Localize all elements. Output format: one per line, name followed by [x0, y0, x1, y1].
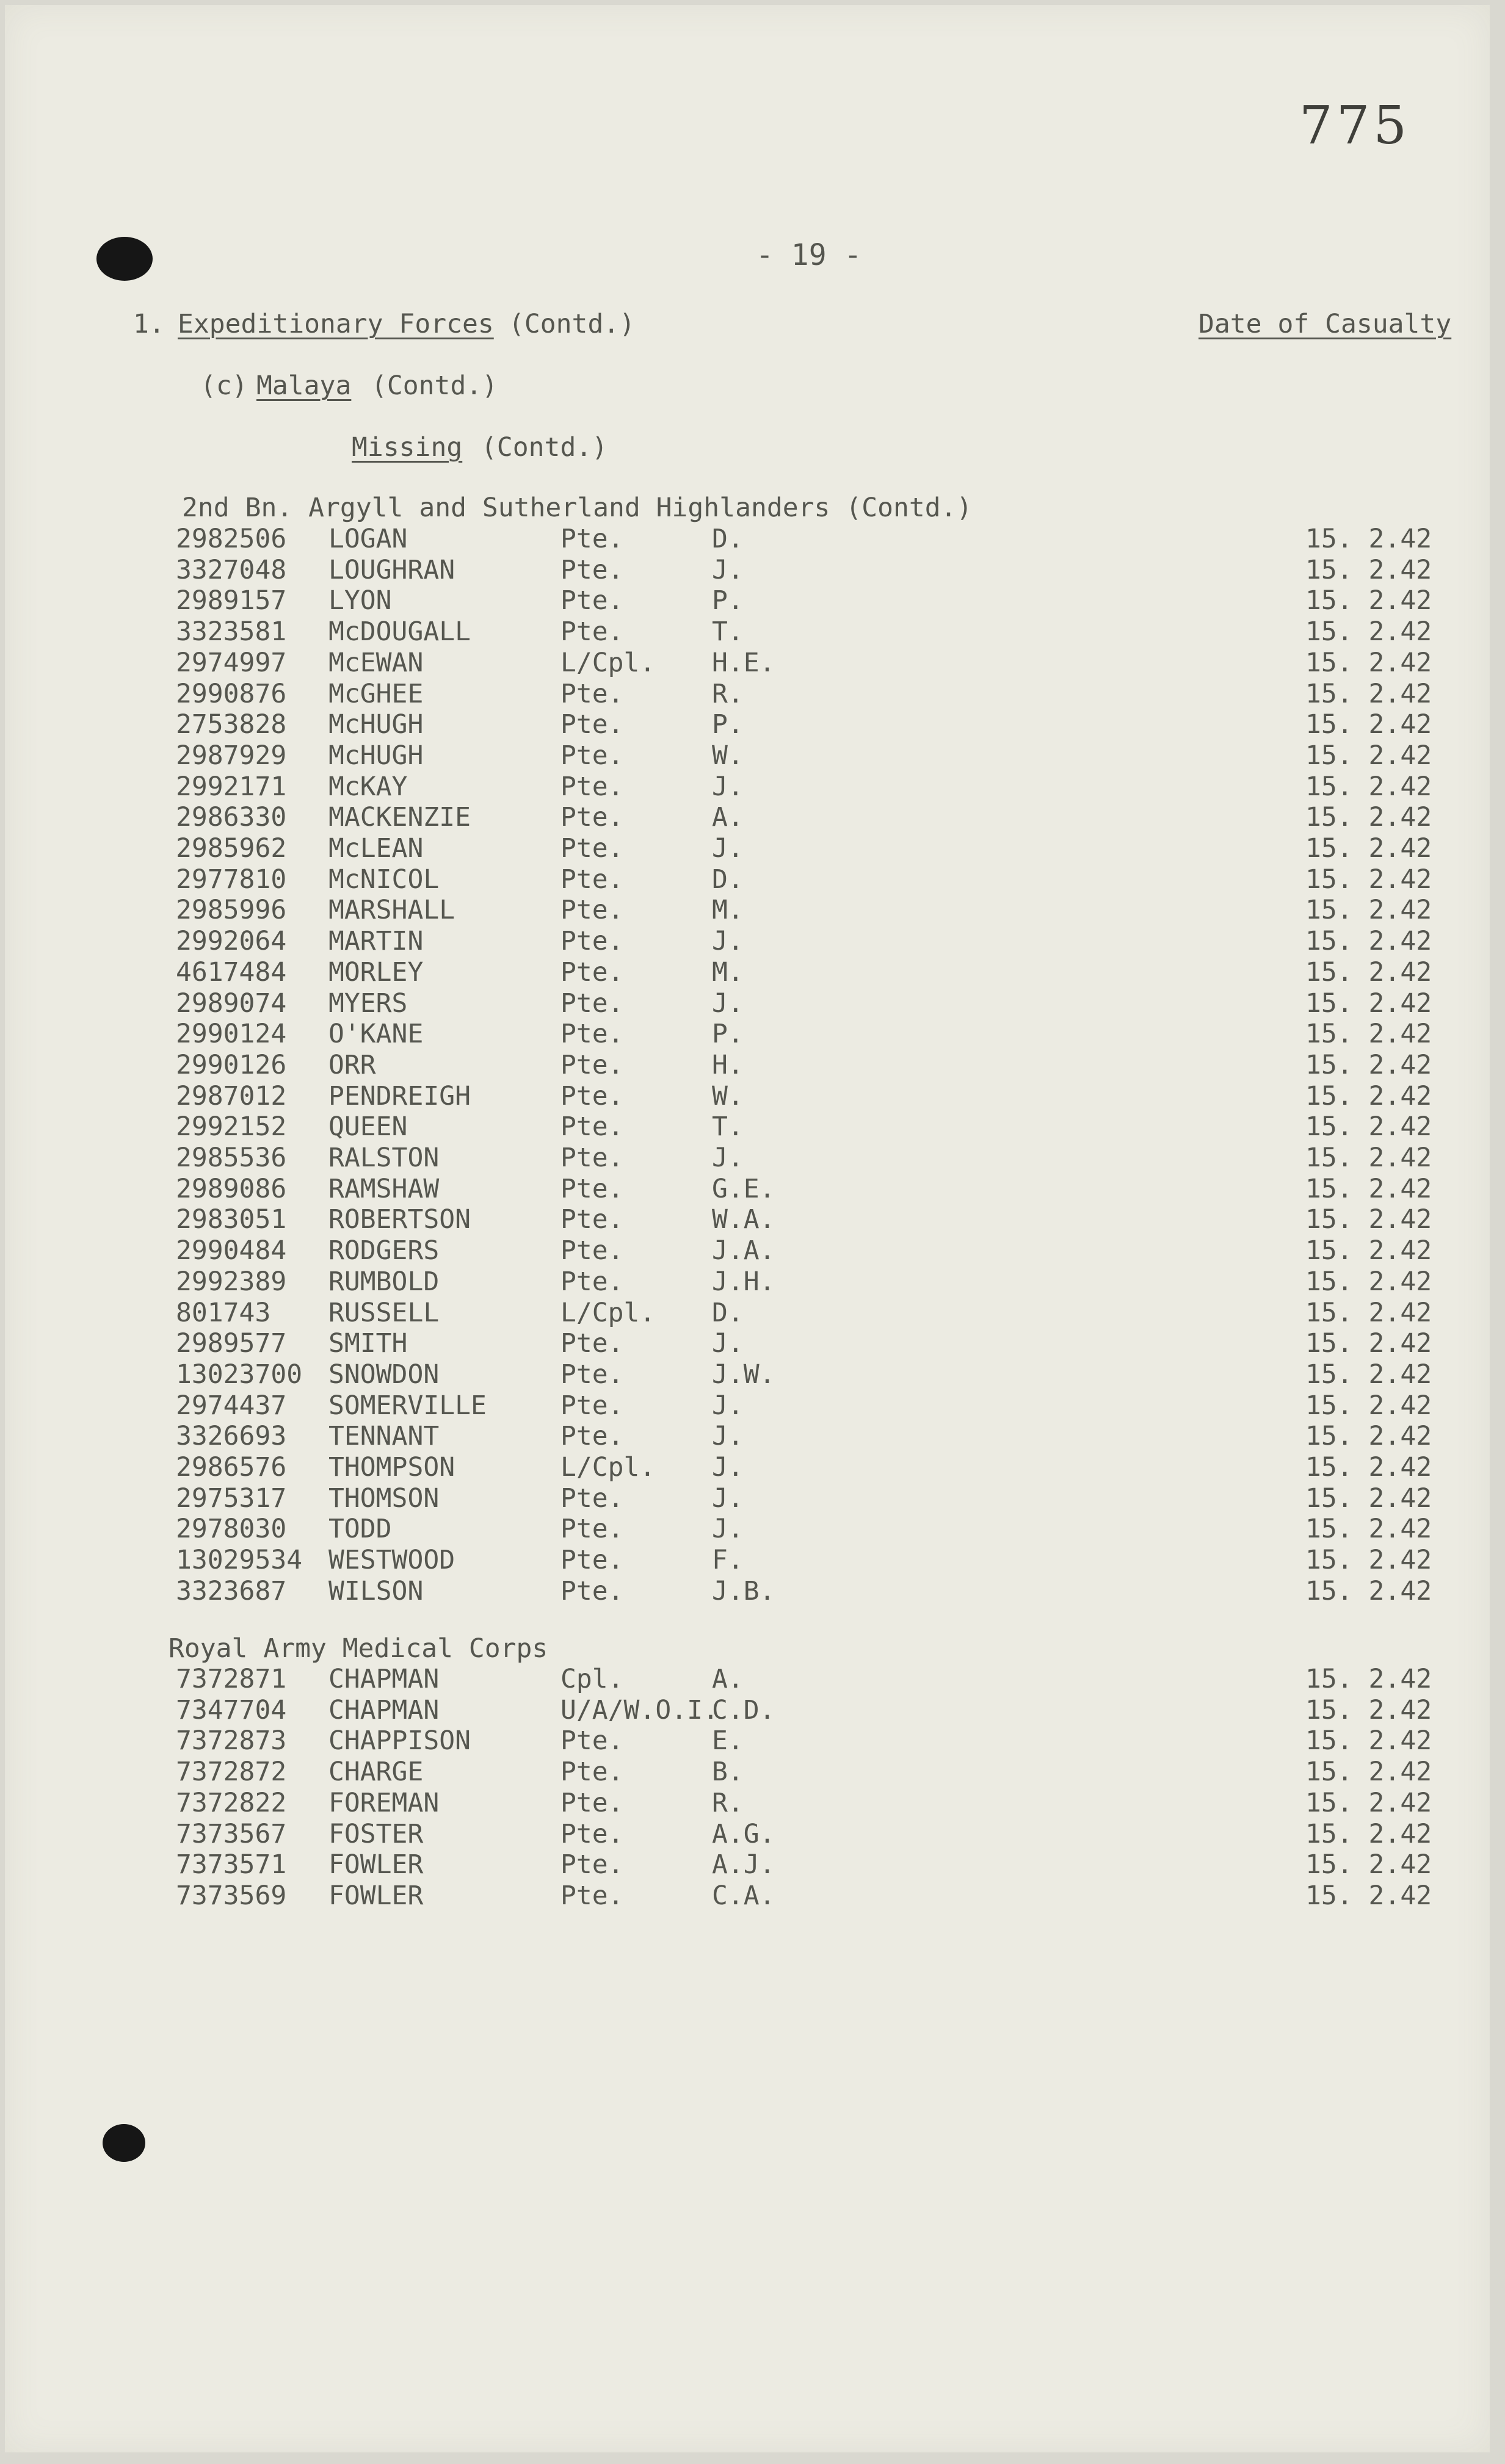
rank: Pte. — [560, 1235, 624, 1266]
table-row — [5, 1821, 1490, 1852]
table-row — [5, 1111, 1490, 1144]
initials: F. — [712, 1545, 744, 1575]
surname: McEWAN — [328, 648, 424, 678]
surname: RODGERS — [328, 1235, 440, 1266]
surname: THOMPSON — [328, 1452, 455, 1483]
surname: FOWLER — [328, 1849, 424, 1880]
rank: Pte. — [560, 1081, 624, 1111]
table-row — [5, 804, 1490, 835]
table-row — [5, 1516, 1490, 1547]
surname: RUSSELL — [328, 1298, 440, 1328]
rank: Pte. — [560, 1328, 624, 1359]
surname: ORR — [328, 1050, 376, 1080]
surname: WILSON — [328, 1576, 424, 1606]
rank: Pte. — [560, 1111, 624, 1142]
casualty-date: 15. 2.42 — [1305, 1664, 1432, 1694]
casualty-date: 15. 2.42 — [1305, 771, 1432, 802]
rank: Pte. — [560, 740, 624, 771]
casualty-date: 15. 2.42 — [1305, 988, 1432, 1019]
rank: Pte. — [560, 1881, 624, 1911]
section-number: 1. — [133, 309, 165, 339]
surname: FOREMAN — [328, 1788, 440, 1818]
initials: D. — [712, 524, 744, 554]
casualty-date: 15. 2.42 — [1305, 1050, 1432, 1080]
table-row — [5, 1266, 1490, 1299]
casualty-date: 15. 2.42 — [1305, 524, 1432, 554]
surname: MARSHALL — [328, 895, 455, 925]
casualty-date: 15. 2.42 — [1305, 1143, 1432, 1173]
table-row — [5, 928, 1490, 959]
surname: FOSTER — [328, 1819, 424, 1849]
table-row — [5, 1390, 1490, 1423]
table-row — [5, 1423, 1490, 1454]
rank: Pte. — [560, 895, 624, 925]
initials: J. — [712, 833, 744, 864]
casualty-date: 15. 2.42 — [1305, 1695, 1432, 1725]
service-number: 2985536 — [176, 1143, 287, 1173]
casualty-date: 15. 2.42 — [1305, 616, 1432, 647]
initials: E. — [712, 1725, 744, 1756]
service-number: 2975317 — [176, 1483, 287, 1514]
initials: A.G. — [712, 1819, 775, 1849]
initials: J. — [712, 555, 744, 585]
surname: FOWLER — [328, 1881, 424, 1911]
service-number: 2987012 — [176, 1081, 287, 1111]
initials: A. — [712, 802, 744, 833]
service-number: 2992389 — [176, 1266, 287, 1297]
service-number: 7372822 — [176, 1788, 287, 1818]
surname: THOMSON — [328, 1483, 440, 1514]
table-row — [5, 1666, 1490, 1697]
casualty-date: 15. 2.42 — [1305, 1819, 1432, 1849]
surname: MYERS — [328, 988, 408, 1019]
service-number: 2989086 — [176, 1174, 287, 1204]
table-row — [5, 1725, 1490, 1758]
table-row — [5, 1790, 1490, 1821]
table-row — [5, 1145, 1490, 1176]
service-number: 2985962 — [176, 833, 287, 864]
initials: H.E. — [712, 648, 775, 678]
table-row — [5, 864, 1490, 897]
surname: MARTIN — [328, 926, 424, 956]
casualty-date: 15. 2.42 — [1305, 1452, 1432, 1483]
initials: J.H. — [712, 1266, 775, 1297]
rank: Pte. — [560, 616, 624, 647]
section-contd: (Contd.) — [509, 309, 636, 339]
casualty-date: 15. 2.42 — [1305, 1390, 1432, 1421]
casualty-date: 15. 2.42 — [1305, 1788, 1432, 1818]
subsection-index: (c) — [200, 370, 248, 401]
table-row — [5, 771, 1490, 804]
rank: Pte. — [560, 1819, 624, 1849]
service-number: 2986576 — [176, 1452, 287, 1483]
rank: Pte. — [560, 1576, 624, 1606]
rank: Pte. — [560, 771, 624, 802]
rank: U/A/W.O.I. — [560, 1695, 719, 1725]
surname: RUMBOLD — [328, 1266, 440, 1297]
casualty-date: 15. 2.42 — [1305, 1174, 1432, 1204]
initials: J. — [712, 926, 744, 956]
surname: RALSTON — [328, 1143, 440, 1173]
initials: J. — [712, 988, 744, 1019]
casualty-date: 15. 2.42 — [1305, 1204, 1432, 1235]
service-number: 4617484 — [176, 957, 287, 988]
casualty-date: 15. 2.42 — [1305, 1421, 1432, 1451]
table-row — [5, 1883, 1490, 1913]
table-row — [5, 681, 1490, 712]
table-row — [5, 1176, 1490, 1207]
surname: MORLEY — [328, 957, 424, 988]
rank: Pte. — [560, 864, 624, 895]
casualty-date: 15. 2.42 — [1305, 1545, 1432, 1575]
initials: J.A. — [712, 1235, 775, 1266]
service-number: 2990126 — [176, 1050, 287, 1080]
service-number: 2989577 — [176, 1328, 287, 1359]
service-number: 2989157 — [176, 585, 287, 616]
initials: T. — [712, 1111, 744, 1142]
table-row — [5, 1359, 1490, 1392]
rank: Pte. — [560, 988, 624, 1019]
initials: J.B. — [712, 1576, 775, 1606]
service-number: 2986330 — [176, 802, 287, 833]
table-row — [5, 585, 1490, 618]
surname: McLEAN — [328, 833, 424, 864]
rank: Pte. — [560, 1757, 624, 1787]
service-number: 7372873 — [176, 1725, 287, 1756]
casualty-date: 15. 2.42 — [1305, 957, 1432, 988]
document-page — [5, 5, 1490, 2452]
initials: M. — [712, 957, 744, 988]
casualty-date: 15. 2.42 — [1305, 555, 1432, 585]
rank: Pte. — [560, 1849, 624, 1880]
rank: Pte. — [560, 1788, 624, 1818]
casualty-date: 15. 2.42 — [1305, 833, 1432, 864]
casualty-date: 15. 2.42 — [1305, 585, 1432, 616]
status-contd: (Contd.) — [481, 432, 608, 463]
initials: C.D. — [712, 1695, 775, 1725]
rank: Pte. — [560, 802, 624, 833]
initials: H. — [712, 1050, 744, 1080]
rank: L/Cpl. — [560, 648, 656, 678]
surname: SNOWDON — [328, 1359, 440, 1390]
casualty-date: 15. 2.42 — [1305, 1849, 1432, 1880]
casualty-date: 15. 2.42 — [1305, 1757, 1432, 1787]
service-number: 7347704 — [176, 1695, 287, 1725]
initials: R. — [712, 679, 744, 709]
surname: WESTWOOD — [328, 1545, 455, 1575]
casualty-date: 15. 2.42 — [1305, 1514, 1432, 1544]
rank: Pte. — [560, 1204, 624, 1235]
service-number: 2753828 — [176, 709, 287, 740]
initials: J. — [712, 1452, 744, 1483]
service-number: 801743 — [176, 1298, 271, 1328]
rank: Pte. — [560, 833, 624, 864]
service-number: 2985996 — [176, 895, 287, 925]
service-number: 2987929 — [176, 740, 287, 771]
surname: LOGAN — [328, 524, 408, 554]
service-number: 2983051 — [176, 1204, 287, 1235]
surname: SMITH — [328, 1328, 408, 1359]
surname: McDOUGALL — [328, 616, 471, 647]
initials: J. — [712, 1328, 744, 1359]
rank: Pte. — [560, 957, 624, 988]
initials: D. — [712, 864, 744, 895]
initials: G.E. — [712, 1174, 775, 1204]
casualty-date: 15. 2.42 — [1305, 648, 1432, 678]
service-number: 7373569 — [176, 1881, 287, 1911]
initials: J. — [712, 1143, 744, 1173]
table-row — [5, 1578, 1490, 1609]
service-number: 7372871 — [176, 1664, 287, 1694]
surname: MACKENZIE — [328, 802, 471, 833]
service-number: 2982506 — [176, 524, 287, 554]
rank: Pte. — [560, 555, 624, 585]
table-row — [5, 650, 1490, 681]
initials: P. — [712, 1019, 744, 1049]
casualty-date: 15. 2.42 — [1305, 926, 1432, 956]
surname: CHARGE — [328, 1757, 424, 1787]
rank: Pte. — [560, 709, 624, 740]
casualty-date: 15. 2.42 — [1305, 1081, 1432, 1111]
initials: J. — [712, 771, 744, 802]
casualty-date: 15. 2.42 — [1305, 1266, 1432, 1297]
rank: L/Cpl. — [560, 1298, 656, 1328]
initials: A. — [712, 1664, 744, 1694]
punch-hole-top — [96, 237, 153, 281]
punch-hole-bottom — [103, 2124, 145, 2162]
surname: PENDREIGH — [328, 1081, 471, 1111]
rank: Pte. — [560, 1266, 624, 1297]
service-number: 2990876 — [176, 679, 287, 709]
service-number: 2992152 — [176, 1111, 287, 1142]
service-number: 2992064 — [176, 926, 287, 956]
initials: M. — [712, 895, 744, 925]
table-row — [5, 1021, 1490, 1052]
surname: McNICOL — [328, 864, 440, 895]
rank: Pte. — [560, 1143, 624, 1173]
rank: Pte. — [560, 1050, 624, 1080]
initials: J. — [712, 1421, 744, 1451]
service-number: 2990484 — [176, 1235, 287, 1266]
initials: R. — [712, 1788, 744, 1818]
table-row — [5, 1759, 1490, 1790]
status-title: Missing — [352, 432, 463, 463]
casualty-date: 15. 2.42 — [1305, 1019, 1432, 1049]
casualty-date: 15. 2.42 — [1305, 1359, 1432, 1390]
rank: Pte. — [560, 1174, 624, 1204]
rank: Pte. — [560, 1019, 624, 1049]
service-number: 7373567 — [176, 1819, 287, 1849]
table-row — [5, 616, 1490, 649]
table-row — [5, 1483, 1490, 1516]
initials: P. — [712, 585, 744, 616]
surname: McHUGH — [328, 709, 424, 740]
service-number: 2989074 — [176, 988, 287, 1019]
initials: B. — [712, 1757, 744, 1787]
service-number: 2978030 — [176, 1514, 287, 1544]
initials: W. — [712, 1081, 744, 1111]
folio-number: 775 — [1299, 95, 1411, 156]
service-number: 3326693 — [176, 1421, 287, 1451]
surname: TODD — [328, 1514, 392, 1544]
casualty-date: 15. 2.42 — [1305, 1576, 1432, 1606]
service-number: 3327048 — [176, 555, 287, 585]
page-number: - 19 - — [756, 238, 862, 272]
casualty-date: 15. 2.42 — [1305, 1328, 1432, 1359]
casualty-date: 15. 2.42 — [1305, 1483, 1432, 1514]
initials: T. — [712, 616, 744, 647]
surname: QUEEN — [328, 1111, 408, 1142]
initials: P. — [712, 709, 744, 740]
table-row — [5, 740, 1490, 773]
surname: CHAPMAN — [328, 1695, 440, 1725]
service-number: 3323581 — [176, 616, 287, 647]
casualty-date: 15. 2.42 — [1305, 802, 1432, 833]
surname: ROBERTSON — [328, 1204, 471, 1235]
service-number: 2977810 — [176, 864, 287, 895]
surname: McHUGH — [328, 740, 424, 771]
rank: Pte. — [560, 926, 624, 956]
casualty-date: 15. 2.42 — [1305, 1235, 1432, 1266]
service-number: 13029534 — [176, 1545, 303, 1575]
table-row — [5, 1849, 1490, 1882]
surname: LOUGHRAN — [328, 555, 455, 585]
rank: Pte. — [560, 679, 624, 709]
service-number: 3323687 — [176, 1576, 287, 1606]
date-column-header: Date of Casualty — [1199, 309, 1452, 339]
table-row — [5, 1547, 1490, 1578]
rank: Pte. — [560, 1483, 624, 1514]
section-title: Expeditionary Forces — [178, 309, 494, 339]
table-row — [5, 1235, 1490, 1268]
casualty-date: 15. 2.42 — [1305, 709, 1432, 740]
initials: J. — [712, 1390, 744, 1421]
casualty-date: 15. 2.42 — [1305, 679, 1432, 709]
surname: McGHEE — [328, 679, 424, 709]
casualty-date: 15. 2.42 — [1305, 1111, 1432, 1142]
table-row — [5, 1083, 1490, 1114]
table-row — [5, 1454, 1490, 1485]
casualty-date: 15. 2.42 — [1305, 740, 1432, 771]
surname: McKAY — [328, 771, 408, 802]
table-row — [5, 897, 1490, 928]
rank: L/Cpl. — [560, 1452, 656, 1483]
initials: W.A. — [712, 1204, 775, 1235]
service-number: 13023700 — [176, 1359, 303, 1390]
rank: Pte. — [560, 1545, 624, 1575]
service-number: 2974437 — [176, 1390, 287, 1421]
table-row — [5, 1300, 1490, 1331]
table-row — [5, 526, 1490, 557]
table-row — [5, 1052, 1490, 1083]
casualty-date: 15. 2.42 — [1305, 1298, 1432, 1328]
initials: W. — [712, 740, 744, 771]
table-row — [5, 1697, 1490, 1728]
table-row — [5, 709, 1490, 742]
initials: C.A. — [712, 1881, 775, 1911]
table-row — [5, 959, 1490, 990]
surname: SOMERVILLE — [328, 1390, 487, 1421]
service-number: 2974997 — [176, 648, 287, 678]
service-number: 7373571 — [176, 1849, 287, 1880]
initials: J. — [712, 1514, 744, 1544]
service-number: 2990124 — [176, 1019, 287, 1049]
rank: Pte. — [560, 585, 624, 616]
unit-heading-ramc: Royal Army Medical Corps — [169, 1633, 548, 1664]
initials: D. — [712, 1298, 744, 1328]
table-row — [5, 988, 1490, 1021]
rank: Pte. — [560, 1725, 624, 1756]
unit-heading-argylls: 2nd Bn. Argyll and Sutherland Highlanders (Contd.) — [182, 493, 973, 523]
initials: A.J. — [712, 1849, 775, 1880]
surname: CHAPPISON — [328, 1725, 471, 1756]
rank: Pte. — [560, 1421, 624, 1451]
casualty-date: 15. 2.42 — [1305, 864, 1432, 895]
rank: Pte. — [560, 1514, 624, 1544]
rank: Pte. — [560, 1359, 624, 1390]
surname: LYON — [328, 585, 392, 616]
service-number: 2992171 — [176, 771, 287, 802]
surname: CHAPMAN — [328, 1664, 440, 1694]
casualty-date: 15. 2.42 — [1305, 895, 1432, 925]
table-row — [5, 1328, 1490, 1361]
subsection-title: Malaya — [256, 370, 352, 401]
table-row — [5, 557, 1490, 588]
table-row — [5, 833, 1490, 866]
table-row — [5, 1204, 1490, 1237]
subsection-contd: (Contd.) — [371, 370, 498, 401]
surname: RAMSHAW — [328, 1174, 440, 1204]
rank: Pte. — [560, 524, 624, 554]
rank: Cpl. — [560, 1664, 624, 1694]
initials: J.W. — [712, 1359, 775, 1390]
casualty-date: 15. 2.42 — [1305, 1725, 1432, 1756]
service-number: 7372872 — [176, 1757, 287, 1787]
rank: Pte. — [560, 1390, 624, 1421]
initials: J. — [712, 1483, 744, 1514]
surname: TENNANT — [328, 1421, 440, 1451]
surname: O'KANE — [328, 1019, 424, 1049]
casualty-date: 15. 2.42 — [1305, 1881, 1432, 1911]
